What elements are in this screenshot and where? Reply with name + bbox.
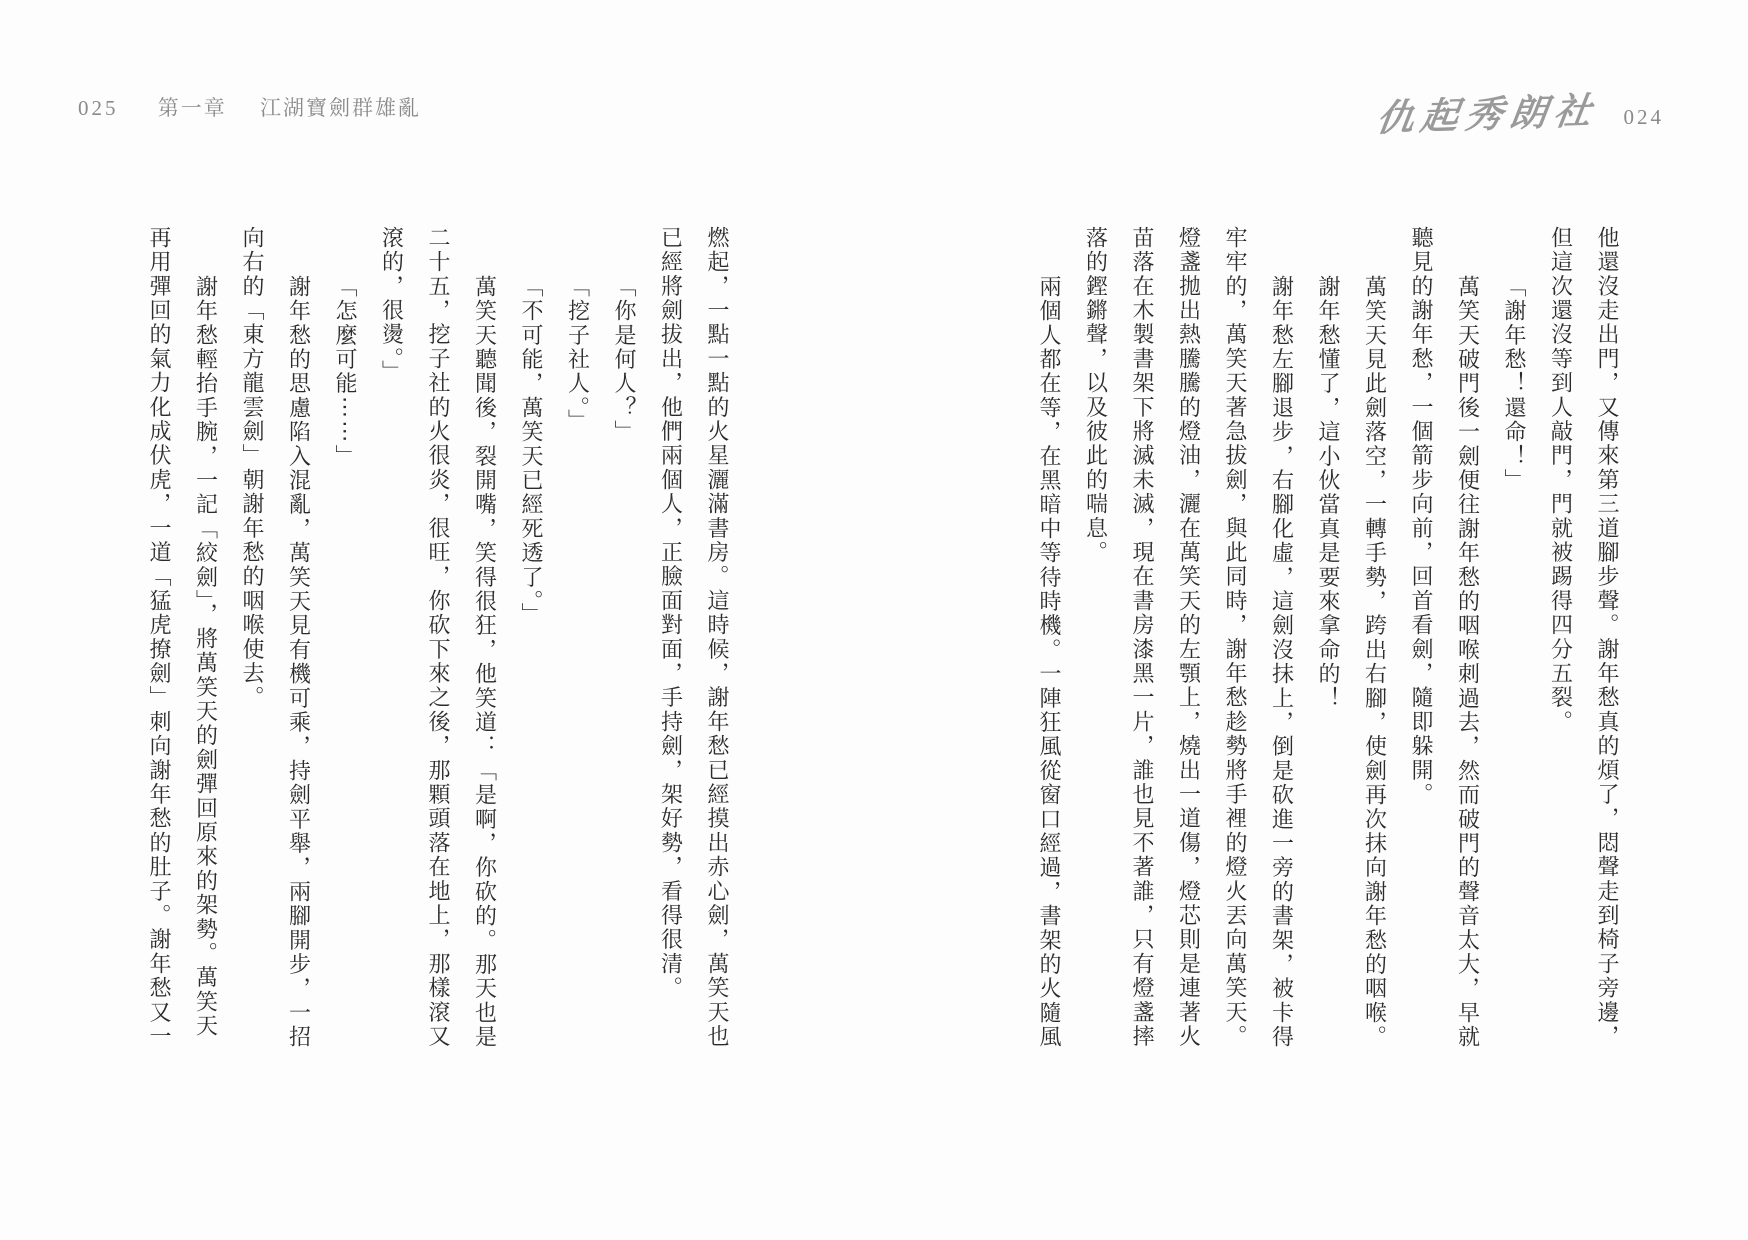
text-column: 他還沒走出門，又傳來第三道腳步聲。謝年愁真的煩了，悶聲走到椅子旁邊， [1595, 226, 1620, 1049]
right-page-text [1026, 226, 1631, 1066]
text-column: 牢牢的，萬笑天著急拔劍，與此同時，謝年愁趁勢將手裡的燈火丟向萬笑天。 [1223, 226, 1248, 1049]
text-column: 燈盞拋出熱騰騰的燈油，灑在萬笑天的左顎上，燒出一道傷，燈芯則是連著火 [1176, 226, 1202, 1049]
text-column: 已經將劍拔出，他們兩個人，正臉面對面，手持劍，架好勢，看得很清。 [658, 226, 684, 1001]
chapter-title: 江湖寶劍群雄亂 [260, 96, 421, 120]
text-column: 「你是何人？」 [612, 274, 637, 444]
text-column: 燃起，一點一點的火星灑滿書房。這時候，謝年愁已經摸出赤心劍，萬笑天也 [705, 226, 730, 1049]
text-column: 滾的，很燙。」 [379, 226, 405, 385]
text-column: 聽見的謝年愁，一個箭步向前，回首看劍，隨即躲開。 [1409, 226, 1434, 807]
text-column: 萬笑天破門後一劍便往謝年愁的咽喉刺過去，然而破門的聲音太大，早就 [1455, 274, 1481, 1049]
text-column: 落的鏗鏘聲，以及彼此的喘息。 [1083, 226, 1109, 565]
left-page-number: 025 [78, 96, 119, 120]
text-column: 萬笑天聽聞後，裂開嘴，笑得很狂，他笑道：「是啊，你砍的。那天也是 [472, 274, 498, 1049]
text-column: 謝年愁左腳退步，右腳化虛，這劍沒抹上，倒是砍進一旁的書架，被卡得 [1269, 274, 1295, 1049]
text-column: 二十五，挖子社的火很炎，很旺，你砍下來之後，那顆頭落在地上，那樣滾又 [426, 226, 451, 1049]
left-page-text [136, 226, 741, 1066]
right-running-head [1373, 84, 1665, 140]
text-column: 兩個人都在等，在黑暗中等待時機。一陣狂風從窗口經過，書架的火隨風 [1037, 274, 1062, 1049]
text-column: 苗落在木製書架下將滅未滅，現在書房漆黑一片，誰也見不著誰，只有燈盞摔 [1130, 226, 1155, 1049]
text-column: 「不可能，萬笑天已經死透了。」 [519, 274, 544, 627]
text-column: 萬笑天見此劍落空，一轉手勢，跨出右腳，使劍再次抹向謝年愁的咽喉。 [1362, 274, 1388, 1049]
right-page-number: 024 [1623, 104, 1664, 129]
text-column: 「謝年愁！還命！」 [1502, 274, 1527, 493]
text-column: 謝年愁懂了，這小伙當真是要來拿命的！ [1316, 274, 1341, 711]
chapter-label: 第一章 [157, 96, 227, 120]
left-running-head [78, 92, 421, 122]
text-column: 向右的「東方龍雲劍」朝謝年愁的咽喉使去。 [240, 226, 265, 710]
book-title-logo: 仇起秀朗社 [1373, 91, 1601, 140]
text-column: 但這次還沒等到人敲門，門就被踢得四分五裂。 [1548, 226, 1574, 735]
text-column: 「挖子社人。」 [565, 274, 591, 433]
text-column: 再用彈回的氣力化成伏虎，一道「猛虎撩劍」刺向謝年愁的肚子。謝年愁又一 [147, 226, 172, 1049]
text-column: 謝年愁輕抬手腕，一記「絞劍」，將萬笑天的劍彈回原來的架勢。萬笑天 [193, 274, 219, 1038]
text-column: 謝年愁的思慮陷入混亂，萬笑天見有機可乘，持劍平舉，兩腳開步，一招 [286, 274, 312, 1049]
text-column: 「怎麼可能⋯⋯」 [333, 274, 358, 469]
